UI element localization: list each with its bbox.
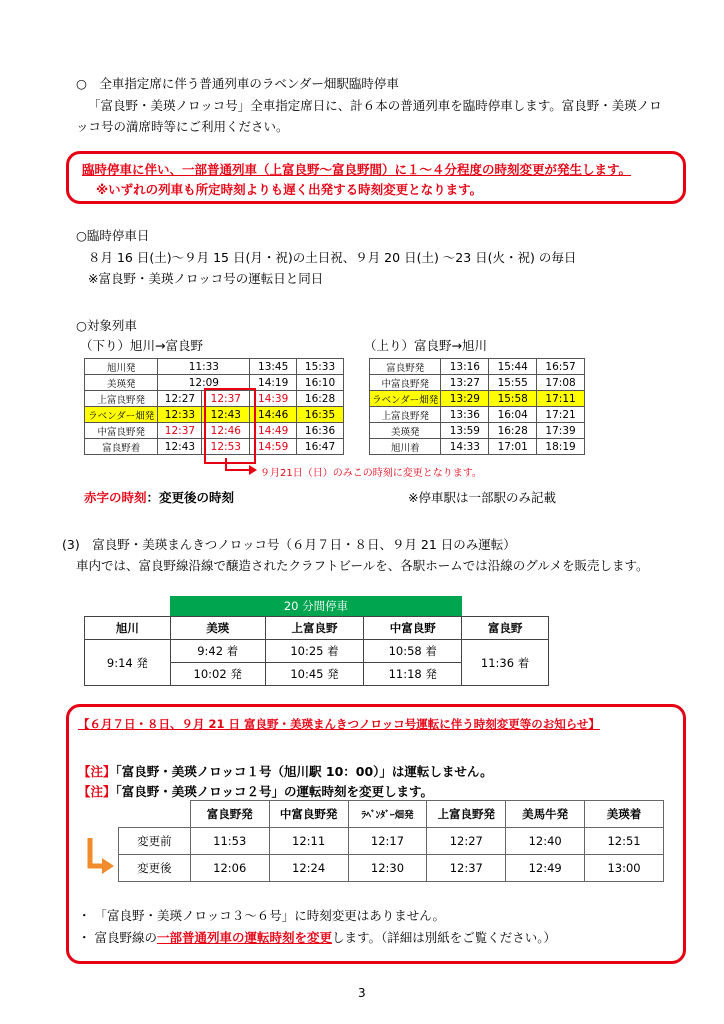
- bullet1: ・ 「富良野・美瑛ノロッコ３～６号」に時刻変更はありません。: [78, 908, 445, 923]
- note1-tag: 【注】: [78, 764, 116, 779]
- table-row: ラベンダー畑発 13:29 15:58 17:11: [370, 391, 585, 407]
- down-caption: （下り）旭川→富良野: [80, 338, 203, 353]
- note1: [78, 762, 493, 780]
- up-timetable: [369, 358, 585, 455]
- bullet2-pre: ・ 富良野線の: [78, 930, 157, 945]
- section3-line1: 車内では、富良野線沿線で醸造されたクラフトビールを、各駅ホームでは沿線のグルメを販売します。: [76, 558, 649, 573]
- table-row: 9:14 発 9:42 着 10:25 着 10:58 着 11:36 着: [85, 640, 549, 663]
- red-arrow-icon: [222, 458, 260, 478]
- orange-arrow-icon: [84, 834, 116, 874]
- bullet2-red: 一部普通列車の運転時刻を変更: [156, 930, 332, 945]
- table-row: 中富良野発 12:37 12:46 14:49 16:36: [85, 423, 344, 439]
- section1-heading: ○ 全車指定席に伴う普通列車のラベンダー畑駅臨時停車: [76, 76, 399, 91]
- table-row: 上富良野発 12:27 12:37 14:39 16:28: [85, 391, 344, 407]
- note2-tag: 【注】: [78, 784, 116, 799]
- bullet2-post: します。（詳細は別紙をご覧ください。）: [332, 930, 557, 945]
- section1-line1: 「富良野・美瑛ノロッコ号」全車指定席日に、計６本の普通列車を臨時停車します。富良野・美瑛ノロ: [88, 98, 662, 113]
- dates-line2: ※富良野・美瑛ノロッコ号の運転日と同日: [88, 271, 324, 286]
- table-row: 変更後 12:06 12:24 12:30 12:37 12:49 13:00: [119, 855, 664, 882]
- table-row: 富良野着 12:43 12:53 14:59 16:47: [85, 439, 344, 455]
- bullet2: [78, 928, 556, 946]
- dates-line1: ８月 16 日(土)～９月 15 日(月・祝)の土日祝、９月 20 日(土) ～23 日(火・祝) の毎日: [88, 250, 577, 265]
- note2-text: 「富良野・美瑛ノロッコ２号」の運転時刻を変更します。: [115, 784, 434, 799]
- table-row: ラベンダー畑発 12:33 12:43 14:46 16:35: [85, 407, 344, 423]
- notice1-line2: ※いずれの列車も所定時刻よりも遅く出発する時刻変更となります。: [96, 182, 483, 197]
- norokko2-timetable: [118, 800, 664, 882]
- table-header-row: 富良野発 中富良野発 ﾗﾍﾞﾝﾀﾞｰ畑発 上富良野発 美馬牛発 美瑛着: [119, 801, 664, 828]
- legend-red-label: 赤字の時刻: [84, 490, 147, 505]
- table-row: 旭川発 11:33 13:45 15:33: [85, 359, 344, 375]
- notice2-title: 【６月７日・８日、９月 21 日 富良野・美瑛まんきつノロッコ号運転に伴う時刻変更等のお知らせ】: [78, 717, 600, 731]
- table-row: 美瑛発 13:59 16:28 17:39: [370, 423, 585, 439]
- table-row: 10:02 発 10:45 発 11:18 発: [85, 663, 549, 686]
- table-row: 美瑛発 12:09 14:19 16:10: [85, 375, 344, 391]
- section1-line2: ッコ号の満席時等にご利用ください。: [76, 119, 289, 134]
- table-header-row: 旭川 美瑛 上富良野 中富良野 富良野: [85, 617, 549, 640]
- notice1-line1: 臨時停車に伴い、一部普通列車（上富良野～富良野間）に１～４分程度の時刻変更が発生します。: [82, 162, 632, 177]
- table-row: 変更前 11:53 12:11 12:17 12:27 12:40 12:51: [119, 828, 664, 855]
- arrow-note: ９月21日（日）のみこの時刻に変更となります。: [260, 468, 482, 479]
- section3-heading: (3) 富良野・美瑛まんきつノロッコ号（６月７日・８日、９月 21 日のみ運転）: [62, 537, 516, 552]
- legend: [84, 488, 234, 506]
- stop-note: ※停車駅は一部駅のみ記載: [408, 490, 556, 505]
- table-row: 富良野発 13:16 15:44 16:57: [370, 359, 585, 375]
- dates-heading: ○臨時停車日: [76, 228, 150, 243]
- note1-text: 「富良野・美瑛ノロッコ１号（旭川駅 10：00）」は運転しません。: [115, 764, 493, 779]
- target-heading: ○対象列車: [76, 318, 137, 333]
- table-row: 旭川着 14:33 17:01 18:19: [370, 439, 585, 455]
- legend-desc: ：変更後の時刻: [146, 490, 235, 505]
- up-caption: （上り）富良野→旭川: [364, 338, 487, 353]
- page-number: 3: [358, 986, 366, 1000]
- table-row: 上富良野発 13:36 16:04 17:21: [370, 407, 585, 423]
- manki-timetable: [84, 616, 549, 686]
- sept21-column-highlight: [204, 388, 256, 464]
- stop-20min-banner: 20 分間停車: [170, 596, 462, 616]
- note2: [78, 782, 433, 800]
- table-row: 中富良野発 13:27 15:55 17:08: [370, 375, 585, 391]
